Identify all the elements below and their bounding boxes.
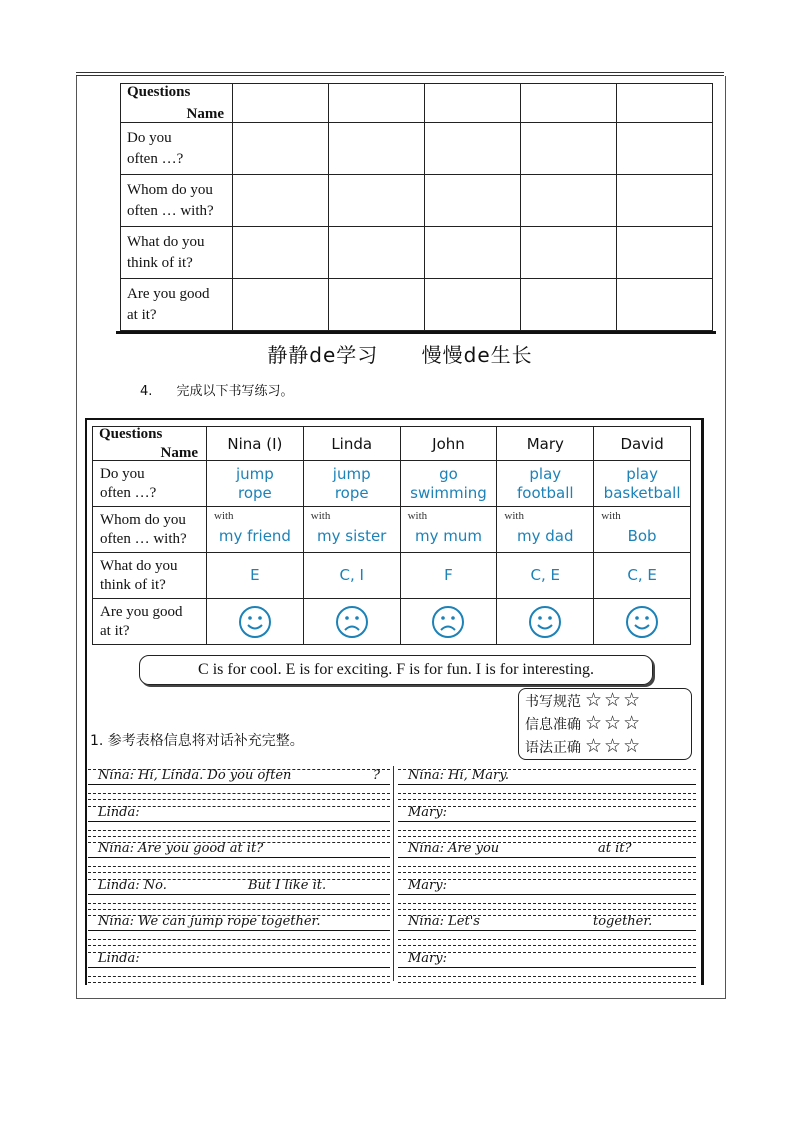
blank-cell[interactable] — [521, 84, 617, 123]
blank-cell[interactable] — [329, 227, 425, 279]
dialogue-right — [398, 766, 696, 981]
dialogue-text: But I like it. — [248, 877, 327, 893]
blank-cell[interactable] — [617, 84, 713, 123]
dialogue-text: Linda: No. — [98, 877, 167, 893]
guide-line — [398, 945, 696, 946]
dialogue-text: Nina: Hi, Linda. Do you often — [98, 768, 292, 783]
companion-text: my mum — [414, 526, 482, 545]
star-rating-icon[interactable]: ☆☆☆ — [585, 712, 643, 734]
companion-cell — [594, 507, 691, 553]
star-rating-icon[interactable]: ☆☆☆ — [585, 689, 643, 711]
dialogue-left — [88, 766, 390, 981]
rating-line — [519, 712, 691, 735]
face-cell — [207, 599, 304, 645]
activity-text: play football — [517, 464, 574, 502]
blank-cell[interactable] — [233, 175, 329, 227]
activity-text: jump rope — [235, 464, 274, 502]
opinion-text: F — [444, 566, 453, 584]
sad-face-icon — [431, 605, 465, 639]
guide-line — [398, 830, 696, 831]
dialogue-text: Mary: — [408, 804, 447, 820]
question-cell — [121, 279, 233, 331]
guide-line — [398, 976, 696, 977]
question-cell — [93, 599, 207, 645]
guide-line — [398, 909, 696, 910]
writing-line[interactable] — [398, 803, 696, 840]
rating-box — [518, 688, 692, 760]
blank-cell[interactable] — [425, 227, 521, 279]
opinion-text: C, I — [339, 566, 364, 584]
survey-table-blank — [120, 83, 713, 331]
table-bottom-rule — [116, 331, 716, 334]
guide-line — [398, 903, 696, 904]
guide-line — [88, 872, 390, 873]
guide-line — [398, 866, 696, 867]
guide-line — [398, 836, 696, 837]
question-text: Are you good at it? — [100, 603, 183, 639]
guide-line — [398, 799, 696, 800]
dialogue-text: Nina: Let's — [408, 914, 480, 929]
dialogue-text: Nina: We can jump rope together. — [98, 914, 321, 929]
opinion-cell — [497, 553, 594, 599]
blank-cell[interactable] — [521, 227, 617, 279]
blank-cell[interactable] — [329, 279, 425, 331]
guide-line — [88, 836, 390, 837]
blank-cell[interactable] — [521, 175, 617, 227]
base-line — [88, 821, 390, 822]
happy-face-icon — [625, 605, 659, 639]
writing-line[interactable] — [398, 876, 696, 913]
survey-table-filled — [92, 426, 691, 645]
blank-cell[interactable] — [233, 279, 329, 331]
guide-line — [88, 945, 390, 946]
base-line — [398, 967, 696, 968]
question-cell — [121, 123, 233, 175]
writing-line[interactable] — [88, 839, 390, 876]
guide-line — [88, 866, 390, 867]
blank-cell[interactable] — [617, 227, 713, 279]
rating-line — [519, 689, 691, 712]
activity-text: play basketball — [603, 464, 681, 502]
face-cell — [594, 599, 691, 645]
with-label: with — [310, 510, 331, 522]
star-rating-icon[interactable]: ☆☆☆ — [585, 735, 643, 757]
dialogue-text: Linda: — [98, 950, 140, 966]
dialogue-text: Mary: — [408, 877, 447, 893]
writing-line[interactable] — [88, 949, 390, 986]
with-label: with — [407, 510, 428, 522]
companion-cell — [303, 507, 400, 553]
blank-cell[interactable] — [521, 279, 617, 331]
slogan — [0, 339, 800, 368]
opinion-cell — [594, 553, 691, 599]
blank-cell[interactable] — [521, 123, 617, 175]
blank-cell[interactable] — [425, 84, 521, 123]
writing-line[interactable] — [398, 766, 696, 803]
rating-label: 信息准确 — [525, 716, 581, 733]
opinion-text: C, E — [627, 566, 657, 584]
question-cell — [93, 461, 207, 507]
question-text: Do you often …? — [127, 129, 184, 167]
guide-line — [88, 903, 390, 904]
slogan-part2: 慢慢de生长 — [421, 343, 533, 367]
rating-label: 书写规范 — [525, 693, 581, 710]
blank-cell[interactable] — [233, 123, 329, 175]
blank-cell[interactable] — [425, 279, 521, 331]
blank-cell[interactable] — [329, 123, 425, 175]
writing-line[interactable] — [88, 766, 390, 803]
guide-line — [88, 830, 390, 831]
activity-text: go swimming — [410, 464, 487, 502]
guide-line — [88, 909, 390, 910]
activity-cell — [497, 461, 594, 507]
activity-cell — [207, 461, 304, 507]
opinion-text: C, E — [530, 566, 561, 584]
base-line — [88, 894, 390, 895]
blank-cell[interactable] — [329, 175, 425, 227]
header-questions-label: Questions — [99, 425, 163, 442]
base-line — [398, 784, 696, 785]
guide-line — [88, 982, 390, 983]
question-text: Whom do you often … with? — [100, 511, 187, 547]
base-line — [398, 930, 696, 931]
task-heading — [140, 380, 294, 399]
writing-line[interactable] — [398, 839, 696, 876]
writing-line[interactable] — [88, 912, 390, 949]
happy-face-icon — [238, 605, 272, 639]
instruction: 1. 参考表格信息将对话补充完整。 — [90, 733, 304, 749]
base-line — [88, 857, 390, 858]
companion-text: my dad — [517, 526, 574, 545]
with-label: with — [601, 510, 621, 522]
face-cell — [497, 599, 594, 645]
rating-label: 语法正确 — [525, 739, 581, 756]
name-header: Mary — [497, 427, 594, 461]
base-line — [88, 784, 390, 785]
base-line — [398, 894, 696, 895]
base-line — [88, 967, 390, 968]
question-text: What do you think of it? — [100, 557, 178, 593]
name-header: John — [400, 427, 497, 461]
writing-line[interactable] — [88, 803, 390, 840]
guide-line — [398, 982, 696, 983]
writing-line[interactable] — [398, 949, 696, 986]
guide-line — [398, 939, 696, 940]
dialogue-text: together. — [593, 914, 653, 929]
blank-cell[interactable] — [617, 279, 713, 331]
companion-cell — [207, 507, 304, 553]
base-line — [398, 857, 696, 858]
with-label: with — [504, 510, 524, 522]
question-text: Are you good at it? — [127, 285, 210, 323]
dialogue-text: Nina: Are you — [408, 841, 500, 856]
companion-text: my friend — [218, 526, 291, 545]
question-cell — [93, 507, 207, 553]
guide-line — [398, 872, 696, 873]
task-text: 完成以下书写练习。 — [176, 384, 294, 399]
blank-cell[interactable] — [617, 123, 713, 175]
dialogue-text: at it? — [598, 841, 632, 856]
blank-cell[interactable] — [329, 84, 425, 123]
dialogue-text: Mary: — [408, 950, 447, 966]
header-questions-label: Questions — [127, 84, 191, 100]
dialogue-text: Nina: Are you good at it? — [98, 841, 264, 856]
companion-cell — [497, 507, 594, 553]
slogan-part1: 静静de学习 — [267, 343, 379, 367]
header-name-label: Name — [160, 444, 198, 461]
column-divider — [393, 766, 394, 981]
name-header: Linda — [303, 427, 400, 461]
guide-line — [88, 939, 390, 940]
opinion-text: E — [250, 566, 260, 584]
question-text: Whom do you often … with? — [127, 181, 214, 219]
base-line — [398, 821, 696, 822]
opinion-cell — [400, 553, 497, 599]
name-header: David — [594, 427, 691, 461]
question-text: What do you think of it? — [127, 233, 205, 271]
name-header: Nina (I) — [207, 427, 304, 461]
rating-line — [519, 735, 691, 758]
dialogue-text: Nina: Hi, Mary. — [408, 768, 509, 783]
guide-line — [88, 799, 390, 800]
sad-face-icon — [335, 605, 369, 639]
question-cell — [93, 553, 207, 599]
dialogue-text: ? — [373, 768, 380, 783]
header-name-label: Name — [186, 106, 224, 122]
face-cell — [303, 599, 400, 645]
guide-line — [88, 793, 390, 794]
companion-cell — [400, 507, 497, 553]
question-text: Do you often …? — [100, 465, 157, 501]
legend-key: C is for cool. E is for exciting. F is for fun. I is for interesting. — [139, 655, 653, 685]
activity-cell — [303, 461, 400, 507]
activity-cell — [400, 461, 497, 507]
header-diagonal-cell — [93, 427, 207, 461]
blank-cell[interactable] — [233, 227, 329, 279]
blank-cell[interactable] — [617, 175, 713, 227]
guide-line — [88, 976, 390, 977]
activity-text: jump rope — [332, 464, 371, 502]
question-cell — [121, 227, 233, 279]
writing-line[interactable] — [398, 912, 696, 949]
dialogue-text: Linda: — [98, 804, 140, 820]
activity-cell — [594, 461, 691, 507]
companion-text: Bob — [627, 526, 657, 545]
question-cell — [121, 175, 233, 227]
writing-line[interactable] — [88, 876, 390, 913]
opinion-cell — [303, 553, 400, 599]
blank-cell[interactable] — [425, 123, 521, 175]
face-cell — [400, 599, 497, 645]
with-label: with — [214, 510, 234, 522]
opinion-cell — [207, 553, 304, 599]
blank-cell[interactable] — [425, 175, 521, 227]
guide-line — [398, 793, 696, 794]
blank-cell[interactable] — [233, 84, 329, 123]
base-line — [88, 930, 390, 931]
happy-face-icon — [528, 605, 562, 639]
task-number: 4. — [140, 384, 153, 399]
header-diagonal-cell — [121, 84, 233, 123]
companion-text: my sister — [317, 526, 387, 545]
